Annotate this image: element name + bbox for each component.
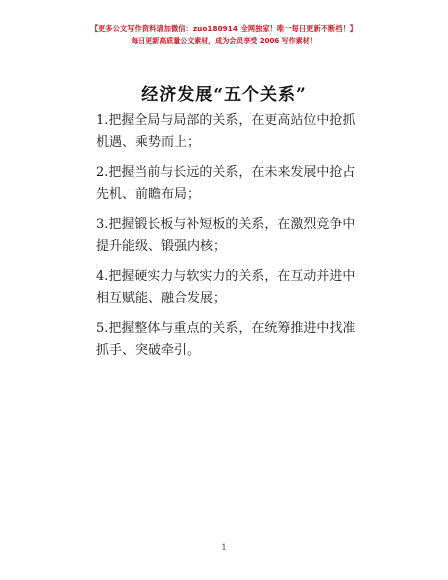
document-title: 经济发展“五个关系” xyxy=(141,85,307,105)
item-list xyxy=(96,110,356,370)
list-item: 2.把握当前与长远的关系，在未来发展中抢占先机、前瞻布局； xyxy=(96,165,356,202)
page-number: 1 xyxy=(221,543,227,552)
list-item: 4.把握硬实力与软实力的关系，在互动并进中相互赋能、融合发展； xyxy=(96,269,356,306)
list-item: 3.把握锻长板与补短板的关系，在激烈竞争中提升能级、锻强内核； xyxy=(96,217,356,254)
promo-banner-line-2: 每日更新高质量公文素材，成为会员享受 2006 写作素材！ xyxy=(131,37,317,45)
list-item: 5.把握整体与重点的关系，在统筹推进中找准抓手、突破牵引。 xyxy=(96,321,356,358)
list-item: 1.把握全局与局部的关系，在更高站位中抢抓机遇、乘势而上； xyxy=(96,113,356,150)
promo-banner-line-1: 【更多公文写作资料请加微信：zuo180914 全网独家！唯一每日更新不断档！】 xyxy=(90,24,358,33)
